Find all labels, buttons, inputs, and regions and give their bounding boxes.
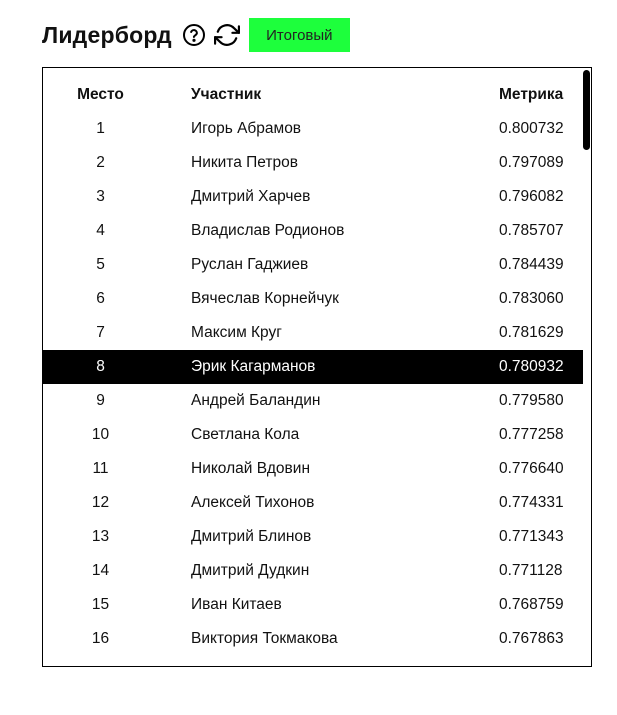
rank-cell: 13 [91, 528, 110, 545]
rank-cell: 7 [96, 324, 105, 341]
table-row[interactable] [43, 180, 583, 214]
rank-cell: 1 [96, 120, 105, 137]
table-row[interactable] [43, 452, 583, 486]
column-header-participant[interactable]: Участник [191, 86, 262, 103]
metric-cell: 0.767863 [499, 630, 564, 647]
table-row[interactable] [43, 316, 583, 350]
participant-cell: Иван Китаев [191, 596, 282, 613]
metric-cell: 0.797089 [499, 154, 564, 171]
participant-cell: Игорь Абрамов [191, 120, 302, 137]
participant-cell: Вячеслав Корнейчук [191, 290, 339, 307]
column-header-metric[interactable]: Метрика [499, 86, 564, 103]
metric-cell: 0.796082 [499, 188, 564, 205]
participant-cell: Владислав Родионов [191, 222, 345, 239]
table-row[interactable] [43, 622, 583, 656]
participant-cell: Дмитрий Дудкин [191, 562, 310, 579]
metric-cell: 0.784439 [499, 256, 564, 273]
table-row[interactable] [43, 350, 583, 384]
table-row[interactable] [43, 418, 583, 452]
participant-cell: Дмитрий Блинов [191, 528, 312, 545]
metric-cell: 0.777258 [499, 426, 564, 443]
rank-cell: 11 [92, 460, 109, 477]
rank-cell: 10 [91, 426, 110, 443]
metric-cell: 0.783060 [499, 290, 564, 307]
rank-cell: 14 [91, 562, 110, 579]
table-row[interactable] [43, 214, 583, 248]
metric-cell: 0.779580 [499, 392, 564, 409]
participant-cell: Максим Круг [191, 324, 282, 341]
rank-cell: 16 [91, 630, 110, 647]
participant-cell: Виктория Токмакова [191, 630, 338, 647]
participant-cell: Дмитрий Харчев [191, 188, 311, 205]
metric-cell: 0.771343 [499, 528, 564, 545]
rank-cell: 12 [91, 494, 110, 511]
metric-cell: 0.800732 [499, 120, 564, 137]
participant-cell: Николай Вдовин [191, 460, 310, 477]
final-button[interactable]: Итоговый [249, 18, 350, 52]
participant-cell: Андрей Баландин [191, 392, 321, 409]
metric-cell: 0.771128 [499, 562, 563, 579]
table-row[interactable] [43, 282, 583, 316]
table-header-row [43, 78, 583, 112]
scrollbar-thumb[interactable] [583, 70, 590, 150]
help-circle-icon[interactable] [181, 22, 207, 48]
metric-cell: 0.768759 [499, 596, 564, 613]
rank-cell: 5 [96, 256, 105, 273]
metric-cell: 0.774331 [499, 494, 564, 511]
participant-cell: Светлана Кола [191, 426, 300, 443]
leaderboard-table [43, 78, 583, 656]
table-body [43, 112, 583, 656]
participant-cell: Эрик Кагарманов [158, 350, 466, 384]
refresh-icon[interactable] [214, 22, 240, 48]
rank-cell: 9 [96, 392, 105, 409]
table-row[interactable] [43, 486, 583, 520]
metric-cell: 0.785707 [499, 222, 564, 239]
metric-cell: 0.776640 [499, 460, 564, 477]
table-row[interactable] [43, 554, 583, 588]
rank-cell: 15 [91, 596, 110, 613]
participant-cell: Алексей Тихонов [191, 494, 315, 511]
table-row[interactable] [43, 112, 583, 146]
leaderboard-header [42, 17, 350, 53]
page-title: Лидерборд [42, 21, 172, 48]
leaderboard-table-container[interactable] [42, 67, 592, 667]
table-row[interactable] [43, 588, 583, 622]
column-header-rank[interactable]: Место [77, 86, 124, 103]
participant-cell: Никита Петров [191, 154, 298, 171]
rank-cell: 6 [96, 290, 105, 307]
table-row[interactable] [43, 384, 583, 418]
table-row[interactable] [43, 248, 583, 282]
metric-cell: 0.780932 [466, 350, 583, 384]
rank-cell: 2 [96, 154, 105, 171]
rank-cell: 8 [43, 350, 158, 384]
table-row[interactable] [43, 146, 583, 180]
rank-cell: 3 [96, 188, 105, 205]
table-row[interactable] [43, 520, 583, 554]
rank-cell: 4 [96, 222, 105, 239]
participant-cell: Руслан Гаджиев [191, 256, 309, 273]
metric-cell: 0.781629 [499, 324, 564, 341]
